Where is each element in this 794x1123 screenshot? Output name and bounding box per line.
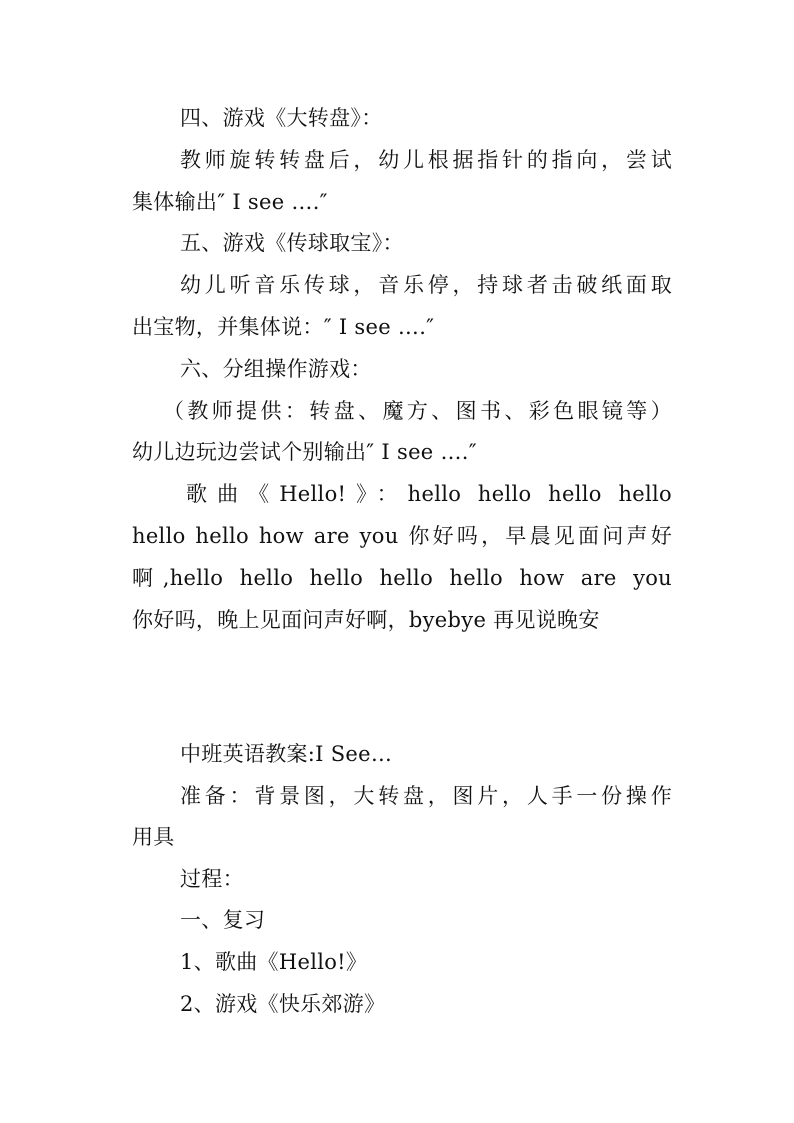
section-four-text-line1: 教师旋转转盘后，幼儿根据指针的指向，尝试 <box>180 148 672 172</box>
lesson-item-2: 2、游戏《快乐郊游》 <box>180 992 386 1016</box>
section-five-text-line2: 出宝物，并集体说：″ I see ….″ <box>132 315 435 339</box>
section-six-heading: 六、分组操作游戏： <box>180 357 372 381</box>
section-five-heading: 五、游戏《传球取宝》： <box>180 231 404 255</box>
song-line4: 你好吗，晚上见面问声好啊，byebye 再见说晚安 <box>132 608 600 632</box>
section-five-text-line1: 幼儿听音乐传球，音乐停，持球者击破纸面取 <box>180 273 672 297</box>
song-line3: 啊,hello hello hello hello hello how are you <box>132 566 672 590</box>
lesson-prep-line2: 用具 <box>132 825 175 849</box>
lesson-review-heading: 一、复习 <box>180 908 266 932</box>
lesson-item-1: 1、歌曲《Hello!》 <box>180 950 368 974</box>
lesson-title: 中班英语教案:I See… <box>180 742 393 766</box>
song-line2: hello hello how are you 你好吗，早晨见面问声好 <box>132 524 672 548</box>
lesson-process-heading: 过程： <box>180 867 244 891</box>
song-line1: 歌曲《Hello!》：hello hello hello hello <box>186 482 672 506</box>
section-four-text-line2: 集体输出″ I see ….″ <box>132 190 328 214</box>
lesson-prep-line1: 准备：背景图，大转盘，图片，人手一份操作 <box>180 784 672 808</box>
section-six-text-line2: 幼儿边玩边尝试个别输出″ I see ….″ <box>132 440 477 464</box>
section-six-text-line1: （教师提供：转盘、魔方、图书、彩色眼镜等） <box>163 399 672 423</box>
section-four-heading: 四、游戏《大转盘》： <box>180 106 383 130</box>
